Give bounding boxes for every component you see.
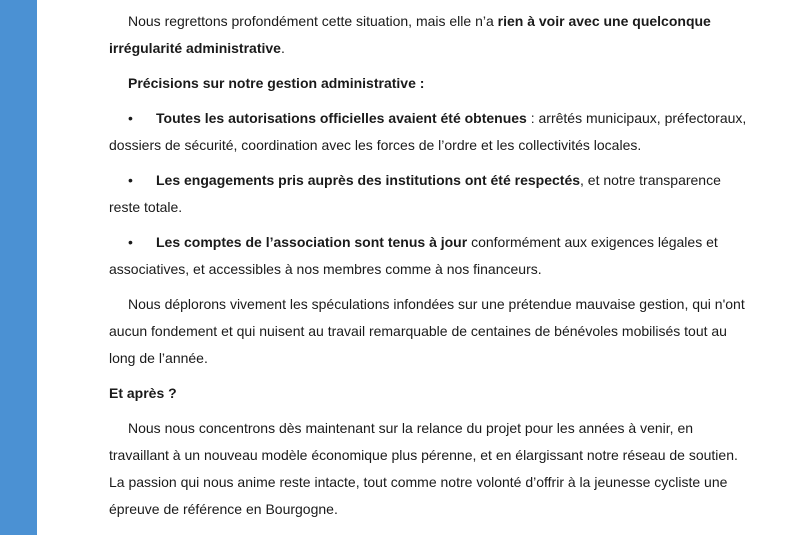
bullet-text: , et notre transparence reste totale. bbox=[109, 172, 721, 215]
document-body bbox=[109, 0, 749, 523]
bullet-bold: Les comptes de l’association sont tenus à jour bbox=[156, 234, 468, 250]
intro-period: . bbox=[280, 40, 285, 56]
bullet-text: : arrêtés municipaux, préfectoraux, dossiers de sécurité, coordination avec les forces de l’ordre et les collectivités locales. bbox=[109, 110, 747, 153]
bullet-item bbox=[109, 167, 749, 221]
intro-text: Nous regrettons profondément cette situation, mais elle n’a bbox=[128, 13, 498, 29]
heading-et-apres bbox=[109, 380, 749, 407]
left-accent-bar bbox=[0, 0, 37, 535]
bullet-bold: Toutes les autorisations officielles avaient été obtenues bbox=[156, 110, 527, 126]
paragraph-speculations: Nous déplorons vivement les spéculations infondées sur une prétendue mauvaise gestion, qui n'ont aucun fondement et qui nuisent au travail remarquable de centaines de bénévoles mobilisés tout au long de l’année. bbox=[109, 296, 745, 366]
bullet-item bbox=[109, 105, 749, 159]
bullet-item bbox=[109, 229, 749, 283]
heading-et-apres-text: Et après ? bbox=[109, 385, 177, 401]
paragraph-intro bbox=[109, 8, 749, 62]
bullet-icon: • bbox=[128, 172, 133, 188]
bullet-bold: Les engagements pris auprès des institutions ont été respectés bbox=[156, 172, 581, 188]
intro-bold: rien à voir avec une quelconque irrégularité administrative bbox=[109, 13, 711, 56]
heading-precisions bbox=[109, 70, 749, 97]
bullet-icon: • bbox=[128, 234, 133, 250]
paragraph-future: Nous nous concentrons dès maintenant sur la relance du projet pour les années à venir, en travaillant à un nouveau modèle économique plus pérenne, et en élargissant notre réseau de soutien. La passion qui nous anime reste intacte, tout comme notre volonté d’offrir à la jeunesse cycliste une épreuve de référence en Bourgogne. bbox=[109, 420, 738, 517]
bullet-text: conformément aux exigences légales et associatives, et accessibles à nos membres comme à nos financeurs. bbox=[109, 234, 718, 277]
heading-precisions-text: Précisions sur notre gestion administrative : bbox=[128, 75, 425, 91]
bullet-icon: • bbox=[128, 110, 133, 126]
